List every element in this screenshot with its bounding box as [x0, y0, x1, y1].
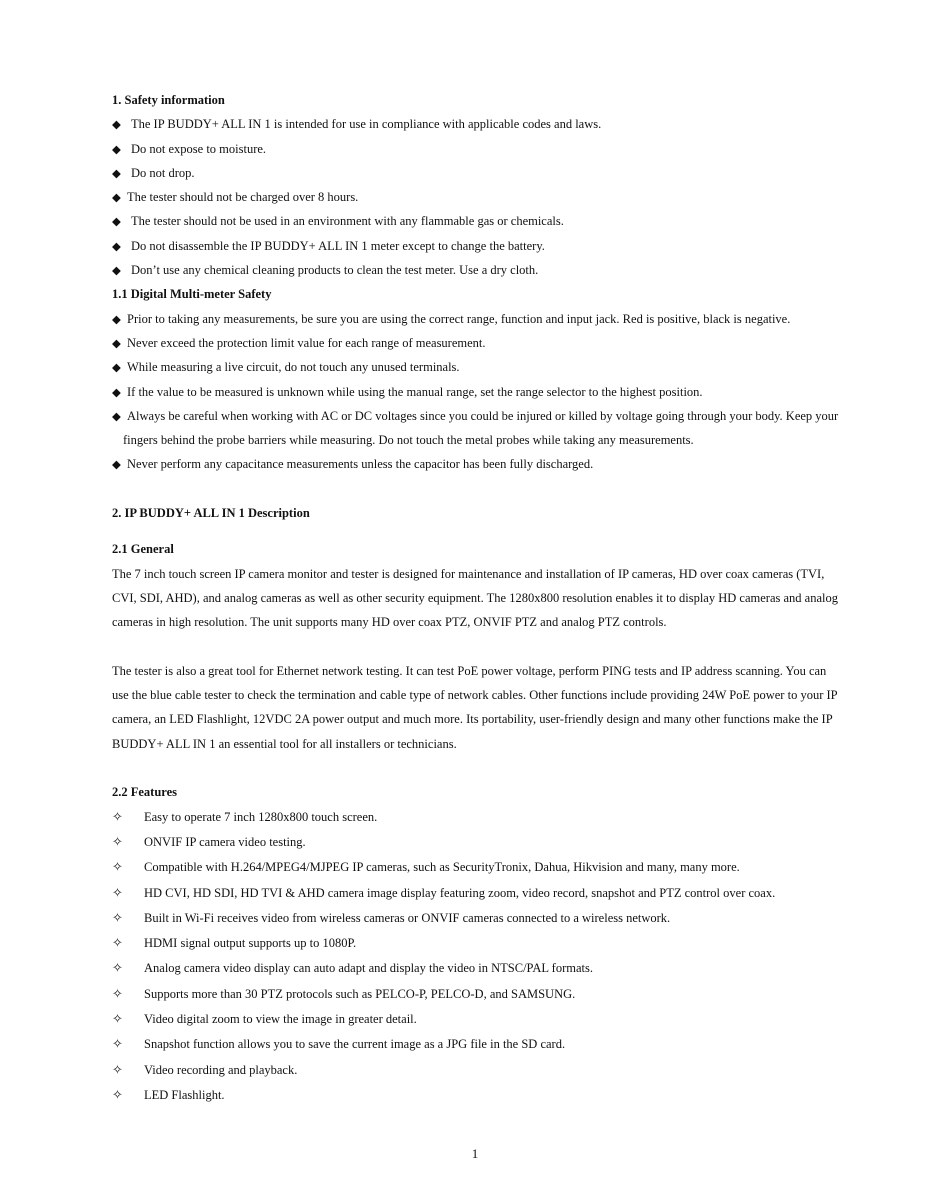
list-item: ◆ Do not disassemble the IP BUDDY+ ALL IN 1 meter except to change the battery.	[112, 234, 842, 258]
diamond-bullet-icon: ◆	[112, 238, 121, 253]
star-bullet-icon: ✧	[112, 834, 123, 850]
star-bullet-icon: ✧	[112, 910, 123, 926]
star-bullet-icon: ✧	[112, 1087, 123, 1103]
list-item: ◆ Always be careful when working with AC or DC voltages since you could be injured or killed by voltage going through your body. Keep your	[112, 404, 842, 428]
feature-item: ✧ Compatible with H.264/MPEG4/MJPEG IP cameras, such as SecurityTronix, Dahua, Hikvision and many, many more.	[112, 855, 842, 880]
star-bullet-icon: ✧	[112, 986, 123, 1002]
diamond-bullet-icon: ◆	[112, 141, 121, 156]
section-heading-features: 2.2 Features	[112, 785, 178, 800]
list-item: ◆ Prior to taking any measurements, be sure you are using the correct range, function and input jack. Red is positive, black is negative.	[112, 307, 842, 331]
star-bullet-icon: ✧	[112, 936, 123, 952]
star-bullet-icon: ✧	[112, 961, 123, 977]
star-bullet-icon: ✧	[112, 860, 123, 876]
section-heading-description: 2. IP BUDDY+ ALL IN 1 Description	[112, 506, 310, 521]
star-bullet-icon: ✧	[112, 1011, 123, 1027]
diamond-bullet-icon: ◆	[112, 190, 121, 205]
paragraph-line: CVI, SDI, AHD), and analog cameras as well as other security equipment. The 1280x800 resolution enables it to display HD cameras and analog	[112, 590, 838, 605]
list-item: ◆ Don’t use any chemical cleaning products to clean the test meter. Use a dry cloth.	[112, 258, 842, 282]
list-item-continuation: fingers behind the probe barriers while measuring. Do not touch the metal probes while taking any measurements.	[123, 433, 694, 448]
diamond-bullet-icon: ◆	[112, 384, 121, 399]
feature-item: ✧ Supports more than 30 PTZ protocols such as PELCO-P, PELCO-D, and SAMSUNG.	[112, 982, 842, 1007]
star-bullet-icon: ✧	[112, 885, 123, 901]
diamond-bullet-icon: ◆	[112, 457, 121, 472]
list-item: ◆ If the value to be measured is unknown while using the manual range, set the range selector to the highest position.	[112, 380, 842, 404]
paragraph-line: camera, an LED Flashlight, 12VDC 2A power output and much more. Its portability, user-friendly design and many other functions make the IP	[112, 712, 833, 727]
list-item: ◆ The tester should not be used in an environment with any flammable gas or chemicals.	[112, 209, 842, 233]
star-bullet-icon: ✧	[112, 1037, 123, 1053]
feature-item: ✧ Snapshot function allows you to save the current image as a JPG file in the SD card.	[112, 1032, 842, 1057]
star-bullet-icon: ✧	[112, 809, 123, 825]
star-bullet-icon: ✧	[112, 1062, 123, 1078]
feature-item: ✧ ONVIF IP camera video testing.	[112, 830, 842, 855]
list-item: ◆ Never perform any capacitance measurements unless the capacitor has been fully discharged.	[112, 452, 842, 476]
section-heading-general: 2.1 General	[112, 542, 174, 557]
document-page	[112, 88, 842, 1108]
paragraph-line: cameras in high resolution. The unit supports many HD over coax PTZ, ONVIF PTZ and analog PTZ controls.	[112, 615, 667, 630]
diamond-bullet-icon: ◆	[112, 408, 121, 423]
list-item: ◆ Never exceed the protection limit value for each range of measurement.	[112, 331, 842, 355]
feature-item: ✧ Analog camera video display can auto adapt and display the video in NTSC/PAL formats.	[112, 956, 842, 981]
feature-item: ✧ LED Flashlight.	[112, 1083, 842, 1108]
diamond-bullet-icon: ◆	[112, 360, 121, 375]
diamond-bullet-icon: ◆	[112, 117, 121, 132]
feature-item: ✧ Video digital zoom to view the image in greater detail.	[112, 1007, 842, 1032]
list-item: ◆ Do not expose to moisture.	[112, 137, 842, 161]
page-number: 1	[471, 1146, 479, 1161]
section-heading-dmm-safety: 1.1 Digital Multi-meter Safety	[112, 287, 272, 302]
paragraph-line: BUDDY+ ALL IN 1 an essential tool for all installers or technicians.	[112, 736, 457, 751]
list-item: ◆ Do not drop.	[112, 161, 842, 185]
paragraph-line: The 7 inch touch screen IP camera monitor and tester is designed for maintenance and installation of IP cameras, HD over coax cameras (TVI,	[112, 566, 825, 581]
paragraph-line: use the blue cable tester to check the termination and cable type of network cables. Other functions include providing 24W PoE power to your IP	[112, 688, 838, 703]
feature-item: ✧ HDMI signal output supports up to 1080P.	[112, 931, 842, 956]
list-item: ◆ While measuring a live circuit, do not touch any unused terminals.	[112, 355, 842, 379]
feature-item: ✧ Easy to operate 7 inch 1280x800 touch screen.	[112, 805, 842, 830]
list-item: ◆ The IP BUDDY+ ALL IN 1 is intended for use in compliance with applicable codes and laws.	[112, 112, 842, 136]
diamond-bullet-icon: ◆	[112, 263, 121, 278]
diamond-bullet-icon: ◆	[112, 165, 121, 180]
feature-item: ✧ HD CVI, HD SDI, HD TVI & AHD camera image display featuring zoom, video record, snapshot and PTZ control over coax.	[112, 881, 842, 906]
list-item: ◆ The tester should not be charged over 8 hours.	[112, 185, 842, 209]
diamond-bullet-icon: ◆	[112, 335, 121, 350]
feature-item: ✧ Video recording and playback.	[112, 1058, 842, 1083]
diamond-bullet-icon: ◆	[112, 311, 121, 326]
section-heading-safety: 1. Safety information	[112, 93, 225, 107]
paragraph-line: The tester is also a great tool for Ethernet network testing. It can test PoE power voltage, perform PING tests and IP address scanning. You can	[112, 663, 827, 678]
diamond-bullet-icon: ◆	[112, 214, 121, 229]
feature-item: ✧ Built in Wi-Fi receives video from wireless cameras or ONVIF cameras connected to a wireless network.	[112, 906, 842, 931]
